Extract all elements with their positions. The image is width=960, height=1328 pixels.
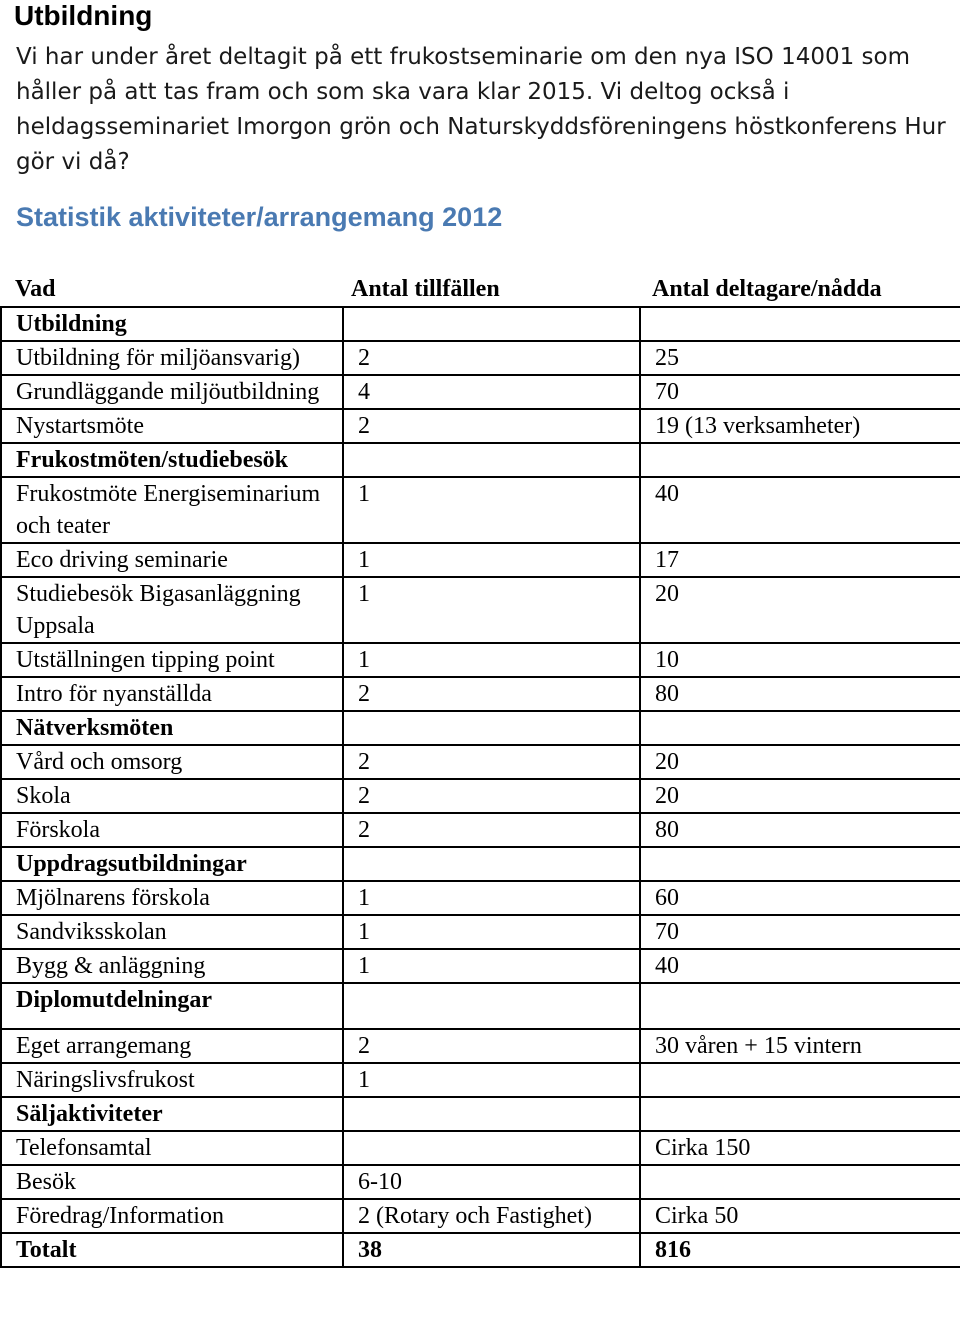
cell-activity: Nystartsmöte [1, 409, 343, 443]
cell-activity: Frukostmöte Energiseminarium och teater [1, 477, 343, 543]
cell-activity: Studiebesök Bigasanläggning Uppsala [1, 577, 343, 643]
table-row [1, 577, 960, 643]
cell-participants: 25 [640, 341, 960, 375]
cell-activity: Mjölnarens förskola [1, 881, 343, 915]
cell-occasions [343, 1097, 640, 1131]
cell-activity: Totalt [1, 1233, 343, 1267]
table-row [1, 1029, 960, 1063]
cell-occasions: 38 [343, 1233, 640, 1267]
table-row [1, 1165, 960, 1199]
cell-activity: Diplomutdelningar [1, 983, 343, 1029]
cell-activity: Uppdragsutbildningar [1, 847, 343, 881]
cell-occasions: 1 [343, 881, 640, 915]
cell-occasions: 2 [343, 779, 640, 813]
table-row [1, 779, 960, 813]
table-section-row [1, 1097, 960, 1131]
cell-occasions [343, 847, 640, 881]
table-row [1, 409, 960, 443]
cell-participants: 80 [640, 813, 960, 847]
cell-occasions: 2 [343, 1029, 640, 1063]
cell-occasions [343, 443, 640, 477]
table-section-row [1, 983, 960, 1029]
cell-occasions: 1 [343, 1063, 640, 1097]
cell-occasions: 1 [343, 543, 640, 577]
cell-participants: 30 våren + 15 vintern [640, 1029, 960, 1063]
cell-participants: 19 (13 verksamheter) [640, 409, 960, 443]
cell-activity: Skola [1, 779, 343, 813]
cell-activity: Utbildning för miljöansvarig) [1, 341, 343, 375]
table-row [1, 375, 960, 409]
table-row [1, 341, 960, 375]
table-header-row [1, 272, 960, 307]
table-section-row [1, 711, 960, 745]
table-section-row [1, 307, 960, 341]
cell-participants: 816 [640, 1233, 960, 1267]
cell-activity: Förskola [1, 813, 343, 847]
column-header-what: Vad [15, 276, 56, 302]
cell-activity: Nätverksmöten [1, 711, 343, 745]
cell-participants [640, 1165, 960, 1199]
cell-activity: Föredrag/Information [1, 1199, 343, 1233]
cell-participants: 40 [640, 949, 960, 983]
cell-activity: Eco driving seminarie [1, 543, 343, 577]
cell-participants: 60 [640, 881, 960, 915]
cell-occasions: 2 [343, 409, 640, 443]
statistics-title: Statistik aktiviteter/arrangemang 2012 [16, 202, 503, 232]
table-row [1, 477, 960, 543]
cell-occasions: 1 [343, 643, 640, 677]
cell-occasions [343, 1131, 640, 1165]
cell-activity: Besök [1, 1165, 343, 1199]
table-row [1, 677, 960, 711]
cell-participants: 10 [640, 643, 960, 677]
cell-participants [640, 443, 960, 477]
cell-activity: Näringslivsfrukost [1, 1063, 343, 1097]
cell-activity: Utbildning [1, 307, 343, 341]
cell-participants [640, 711, 960, 745]
cell-occasions: 1 [343, 577, 640, 643]
cell-participants: 20 [640, 779, 960, 813]
cell-participants: 20 [640, 745, 960, 779]
cell-occasions: 2 (Rotary och Fastighet) [343, 1199, 640, 1233]
cell-occasions: 4 [343, 375, 640, 409]
cell-occasions: 2 [343, 341, 640, 375]
cell-participants: Cirka 150 [640, 1131, 960, 1165]
table-row [1, 949, 960, 983]
cell-occasions: 6-10 [343, 1165, 640, 1199]
cell-participants: 70 [640, 915, 960, 949]
table-row [1, 543, 960, 577]
table-body [1, 307, 960, 1267]
cell-occasions [343, 307, 640, 341]
cell-participants [640, 307, 960, 341]
column-header-count: Antal tillfällen [351, 276, 500, 302]
cell-activity: Intro för nyanställda [1, 677, 343, 711]
cell-activity: Eget arrangemang [1, 1029, 343, 1063]
cell-activity: Vård och omsorg [1, 745, 343, 779]
intro-paragraph: Vi har under året deltagit på ett frukostseminarie om den nya ISO 14001 som håller på att tas fram och som ska vara klar 2015. Vi deltog också i heldagsseminariet Imorgon grön och Naturskyddsföreningens höstkonferens Hur gör vi då? [16, 44, 946, 175]
cell-activity: Telefonsamtal [1, 1131, 343, 1165]
table-section-row [1, 847, 960, 881]
cell-occasions: 1 [343, 477, 640, 543]
table-row [1, 915, 960, 949]
table-section-row [1, 443, 960, 477]
table-row [1, 1131, 960, 1165]
table-row [1, 745, 960, 779]
cell-participants: 80 [640, 677, 960, 711]
table-row [1, 1063, 960, 1097]
cell-participants [640, 847, 960, 881]
statistics-table [0, 272, 960, 1268]
cell-activity: Sandviksskolan [1, 915, 343, 949]
cell-occasions: 1 [343, 949, 640, 983]
page-heading: Utbildning [14, 0, 153, 31]
table-row [1, 1199, 960, 1233]
cell-participants: Cirka 50 [640, 1199, 960, 1233]
cell-occasions: 2 [343, 745, 640, 779]
cell-activity: Grundläggande miljöutbildning [1, 375, 343, 409]
cell-participants [640, 1063, 960, 1097]
cell-occasions: 2 [343, 813, 640, 847]
cell-participants: 70 [640, 375, 960, 409]
cell-participants [640, 983, 960, 1029]
cell-occasions [343, 983, 640, 1029]
cell-participants: 17 [640, 543, 960, 577]
cell-occasions: 2 [343, 677, 640, 711]
cell-activity: Frukostmöten/studiebesök [1, 443, 343, 477]
cell-participants: 40 [640, 477, 960, 543]
cell-participants [640, 1097, 960, 1131]
column-header-participants: Antal deltagare/nådda [652, 276, 882, 302]
table-total-row [1, 1233, 960, 1267]
cell-occasions [343, 711, 640, 745]
cell-activity: Säljaktiviteter [1, 1097, 343, 1131]
cell-activity: Utställningen tipping point [1, 643, 343, 677]
cell-activity: Bygg & anläggning [1, 949, 343, 983]
table-row [1, 881, 960, 915]
table-row [1, 813, 960, 847]
cell-occasions: 1 [343, 915, 640, 949]
cell-participants: 20 [640, 577, 960, 643]
table-row [1, 643, 960, 677]
